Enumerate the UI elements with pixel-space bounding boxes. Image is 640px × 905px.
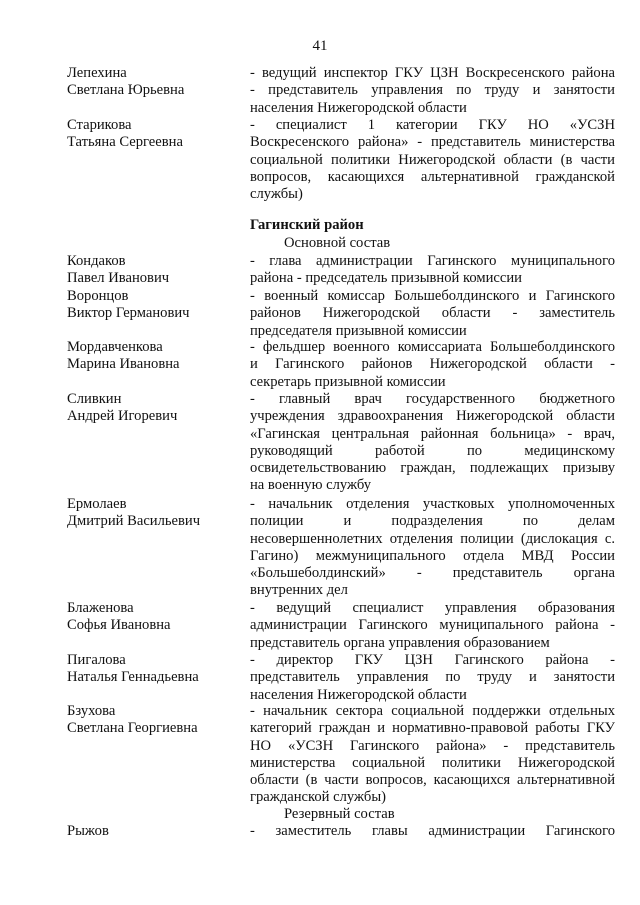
member-role — [250, 288, 615, 340]
role-line: - представитель управления по труду и занятости — [250, 82, 615, 99]
member-given-names: Светлана Юрьевна — [67, 82, 185, 99]
role-line: гражданской службы) — [250, 789, 386, 806]
main-section-title: Основной состав — [284, 235, 391, 251]
member-surname: Лепехина — [67, 65, 127, 81]
role-line: - начальник сектора социальной поддержки отдельных — [250, 703, 615, 719]
role-line: представитель органа управления образованием — [250, 634, 550, 651]
member-surname: Блаженова — [67, 600, 134, 616]
role-line: учреждения здравоохранения Нижегородской области — [250, 408, 615, 425]
member-surname: Бзухова — [67, 703, 116, 719]
role-line: Воскресенского района» - представитель министерства — [250, 134, 615, 151]
member-surname: Сливкин — [67, 391, 122, 407]
role-line: несовершеннолетних отделения полиции (дислокация с. — [250, 530, 615, 547]
role-line: освидетельствованию граждан, подлежащих призыву — [250, 460, 615, 477]
member-given-names: Виктор Германович — [67, 305, 190, 322]
member-surname: Воронцов — [67, 288, 129, 304]
role-line: социальной политики Нижегородской области (в части — [250, 151, 615, 168]
role-line: - ведущий специалист управления образования — [250, 600, 615, 616]
member-role — [250, 117, 615, 203]
member-given-names: Дмитрий Васильевич — [67, 513, 201, 530]
role-line: председателя призывной комиссии — [250, 322, 467, 339]
member-surname: Рыжов — [67, 823, 109, 839]
role-line: на военную службу — [250, 477, 372, 494]
role-line: населения Нижегородской области — [250, 686, 467, 703]
member-name — [67, 117, 247, 152]
member-role — [250, 600, 615, 652]
role-line: «Гагинская центральная районная больница» - врач, — [250, 425, 615, 442]
member-role — [250, 823, 615, 840]
member-surname: Кондаков — [67, 253, 126, 269]
role-line: - ведущий инспектор ГКУ ЦЗН Воскресенского района — [250, 65, 615, 81]
page-number: 41 — [312, 38, 328, 54]
member-given-names: Наталья Геннадьевна — [67, 669, 199, 686]
role-line: - начальник отделения участковых уполномоченных — [250, 496, 615, 512]
role-line: категорий граждан и нормативно-правовой работы ГКУ — [250, 720, 615, 737]
role-line: Гагино) межмуниципального отдела МВД России — [250, 547, 615, 564]
member-name — [67, 391, 247, 426]
role-line: и Гагинского районов Нижегородской области - — [250, 356, 615, 373]
reserve-section-title: Резервный состав — [284, 806, 395, 822]
role-line: внутренних дел — [250, 582, 348, 599]
member-surname: Мордавченкова — [67, 339, 163, 355]
member-name — [67, 600, 247, 635]
member-surname: Ермолаев — [67, 496, 127, 512]
member-given-names: Павел Иванович — [67, 270, 170, 287]
member-surname: Пигалова — [67, 652, 126, 668]
member-name — [67, 703, 247, 738]
role-line: - фельдшер военного комиссариата Большеболдинского — [250, 339, 615, 355]
role-line: министерства социальной политики Нижегородской — [250, 754, 615, 771]
member-name — [67, 288, 247, 323]
role-line: руководящий работой по медицинскому — [250, 442, 615, 459]
role-line: представитель управления по труду и занятости — [250, 669, 615, 686]
role-line: - специалист 1 категории ГКУ НО «УСЗН — [250, 117, 615, 133]
role-line: - главный врач государственного бюджетного — [250, 391, 615, 407]
role-line: области (в части вопросов, касающихся альтернативной — [250, 772, 615, 789]
member-given-names: Софья Ивановна — [67, 617, 171, 634]
role-line: населения Нижегородской области — [250, 99, 467, 116]
member-name — [67, 496, 247, 531]
member-name — [67, 339, 247, 374]
member-role — [250, 652, 615, 704]
role-line: вопросов, касающихся альтернативной гражданской — [250, 168, 615, 185]
member-role — [250, 703, 615, 807]
member-surname: Старикова — [67, 117, 132, 133]
role-line: района - председатель призывной комиссии — [250, 270, 522, 287]
member-role — [250, 496, 615, 600]
member-role — [250, 339, 615, 391]
member-role — [250, 253, 615, 288]
member-role — [250, 65, 615, 117]
role-line: - глава администрации Гагинского муниципального — [250, 253, 615, 269]
member-given-names: Светлана Георгиевна — [67, 720, 198, 737]
role-line: НО «УСЗН Гагинского района» - представитель — [250, 737, 615, 754]
member-given-names: Андрей Игоревич — [67, 408, 178, 425]
member-name — [67, 253, 247, 288]
role-line: районов Нижегородской области - заместитель — [250, 305, 615, 322]
role-line: - военный комиссар Большеболдинского и Гагинского — [250, 288, 615, 304]
member-given-names: Татьяна Сергеевна — [67, 134, 183, 151]
member-name — [67, 65, 247, 100]
member-role — [250, 391, 615, 495]
role-line: полиции и подразделения по делам — [250, 513, 615, 530]
role-line: службы) — [250, 186, 303, 203]
member-given-names: Марина Ивановна — [67, 356, 180, 373]
role-line: - заместитель главы администрации Гагинского — [250, 823, 615, 839]
role-line: «Большеболдинский» - представитель органа — [250, 565, 615, 582]
role-line: секретарь призывной комиссии — [250, 373, 446, 390]
role-line: - директор ГКУ ЦЗН Гагинского района - — [250, 652, 615, 668]
member-name — [67, 823, 247, 840]
role-line: администрации Гагинского муниципального района - — [250, 617, 615, 634]
district-title: Гагинский район — [250, 217, 364, 233]
member-name — [67, 652, 247, 687]
